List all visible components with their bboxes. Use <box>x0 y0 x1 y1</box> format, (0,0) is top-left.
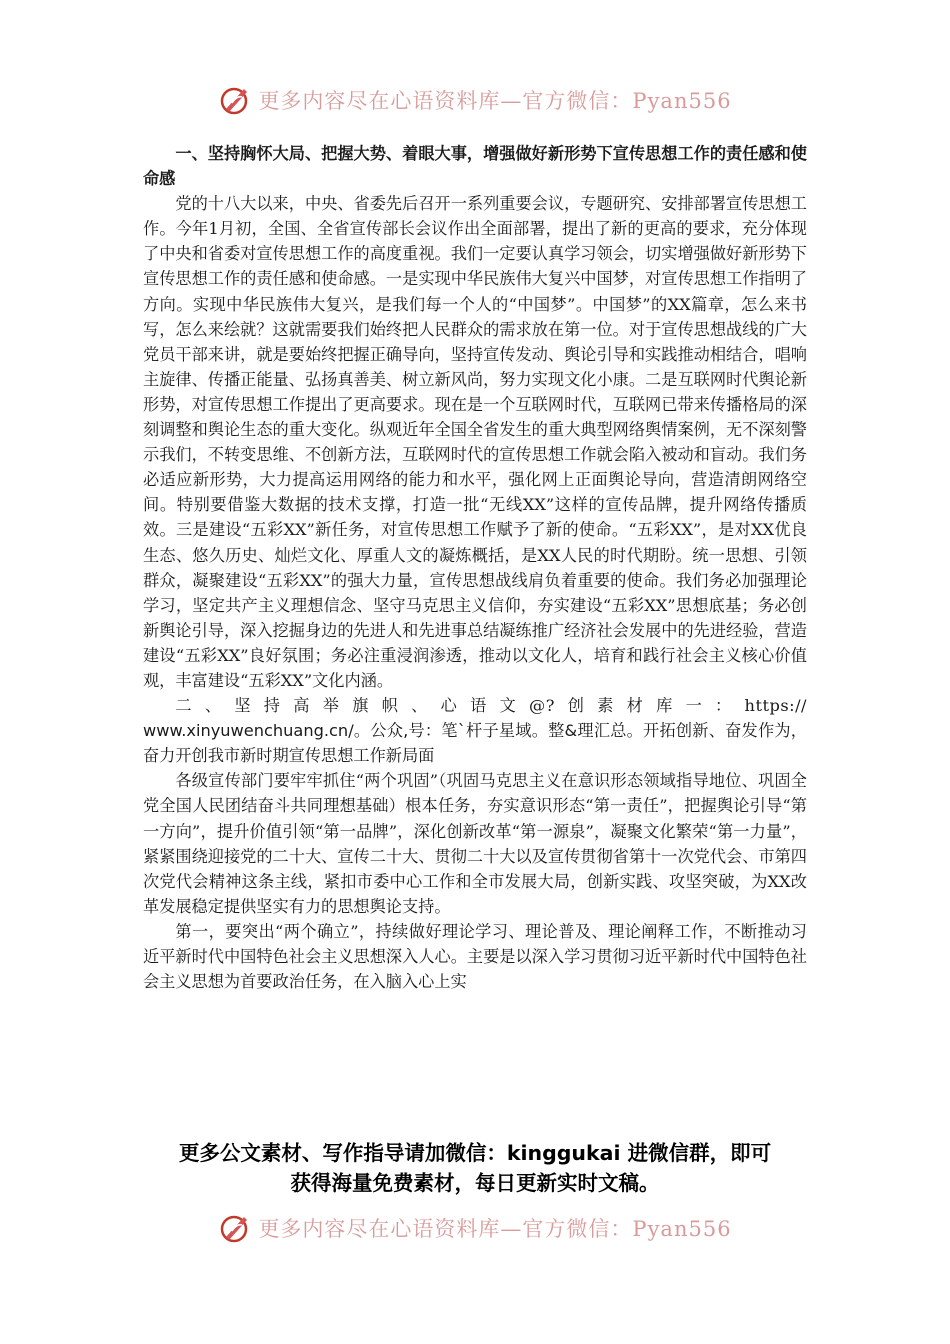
watermark-bottom <box>0 1208 950 1248</box>
footer-ad-line-1: 更多公文素材、写作指导请加微信：kinggukai 进微信群，即可 <box>178 1141 772 1165</box>
paragraph-3: 第一，要突出“两个确立”，持续做好理论学习、理论普及、理论阐释工作，不断推动习近平新时代中国特色社会主义思想深入人心。主要是以深入学习贯彻习近平新时代中国特色社会主义思想为首要政治任务，在入脑入心上实 <box>143 921 807 992</box>
pen-logo-icon <box>218 1211 252 1245</box>
section-heading-1: 一、坚持胸怀大局、把握大势、着眼大事，增强做好新形势下宣传思想工作的责任感和使命感 <box>143 144 807 189</box>
footer-advertisement <box>120 1138 830 1198</box>
document-body <box>143 141 807 994</box>
paragraph-1: 党的十八大以来，中央、省委先后召开一系列重要会议，专题研究、安排部署宣传思想工作。今年1月初，全国、全省宣传部长会议作出全面部署，提出了新的更高的要求，充分体现了中央和省委对宣传思想工作的高度重视。我们一定要认真学习领会，切实增强做好新形势下宣传思想工作的责任感和使命感。一是实现中华民族伟大复兴中国梦，对宣传思想工作指明了方向。实现中华民族伟大复兴，是我们每一个人的“中国梦”。中国梦”的XX篇章，怎么来书写，怎么来绘就？这就需要我们始终把人民群众的需求放在第一位。对于宣传思想战线的广大党员干部来讲，就是要始终把握正确导向，坚持宣传发动、舆论引导和实践推动相结合，唱响主旋律、传播正能量、弘扬真善美、树立新风尚，努力实现文化小康。二是互联网时代舆论新形势，对宣传思想工作提出了更高要求。现在是一个互联网时代，互联网已带来传播格局的深刻调整和舆论生态的重大变化。纵观近年全国全省发生的重大典型网络舆情案例，无不深刻警示我们，不转变思维、不创新方法，互联网时代的宣传思想工作就会陷入被动和盲动。我们务必适应新形势，大力提高运用网络的能力和水平，强化网上正面舆论导向，营造清朗网络空间。特别要借鉴大数据的技术支撑，打造一批“无线XX”这样的宣传品牌，提升网络传播质效。三是建设“五彩XX”新任务，对宣传思想工作赋予了新的使命。“五彩XX”，是对XX优良生态、悠久历史、灿烂文化、厚重人文的凝炼概括，是XX人民的时代期盼。统一思想、引领群众，凝聚建设“五彩XX”的强大力量，宣传思想战线肩负着重要的使命。我们务必加强理论学习，坚定共产主义理想信念、坚守马克思主义信仰，夯实建设“五彩XX”思想底基；务必创新舆论引导，深入挖掘身边的先进人和先进事总结凝练推广经济社会发展中的先进经验，营造建设“五彩XX”良好氛围；务必注重浸润渗透，推动以文化人，培育和践行社会主义核心价值观，丰富建设“五彩XX”文化内涵。 <box>143 194 807 690</box>
watermark-text: 更多内容尽在心语资料库—官方微信：Pyan556 <box>258 89 732 113</box>
watermark-text: 更多内容尽在心语资料库—官方微信：Pyan556 <box>258 1217 732 1241</box>
section-heading-2 <box>143 693 807 718</box>
paragraph-2: 各级宣传部门要牢牢抓住“两个巩固”（巩固马克思主义在意识形态领域指导地位、巩固全党全国人民团结奋斗共同理想基础）根本任务，夯实意识形态“第一责任”，把握舆论引导“第一方向”，提升价值引领“第一品牌”，深化创新改革“第一源泉”，凝聚文化繁荣“第一力量”，紧紧围绕迎接党的二十大、宣传二十大、贯彻二十大以及宣传贯彻省第十一次党代会、市第四次党代会精神这条主线，紧扣市委中心工作和全市发展大局，创新实践、攻坚突破，为XX改革发展稳定提供坚实有力的思想舆论支持。 <box>143 771 807 916</box>
watermark-top <box>0 80 950 120</box>
section-heading-2-continued: www.xinyuwenchuang.cn/。公众,号：笔`杆子星域。整&理汇总。开拓创新、奋发作为，奋力开创我市新时期宣传思想工作新局面 <box>143 721 807 766</box>
section-heading-2-line1: 二、坚持高举旗帜、心语文@?创素材库一：https:// <box>175 696 807 716</box>
footer-ad-line-2: 获得海量免费素材，每日更新实时文稿。 <box>290 1171 660 1195</box>
pen-logo-icon <box>218 83 252 117</box>
